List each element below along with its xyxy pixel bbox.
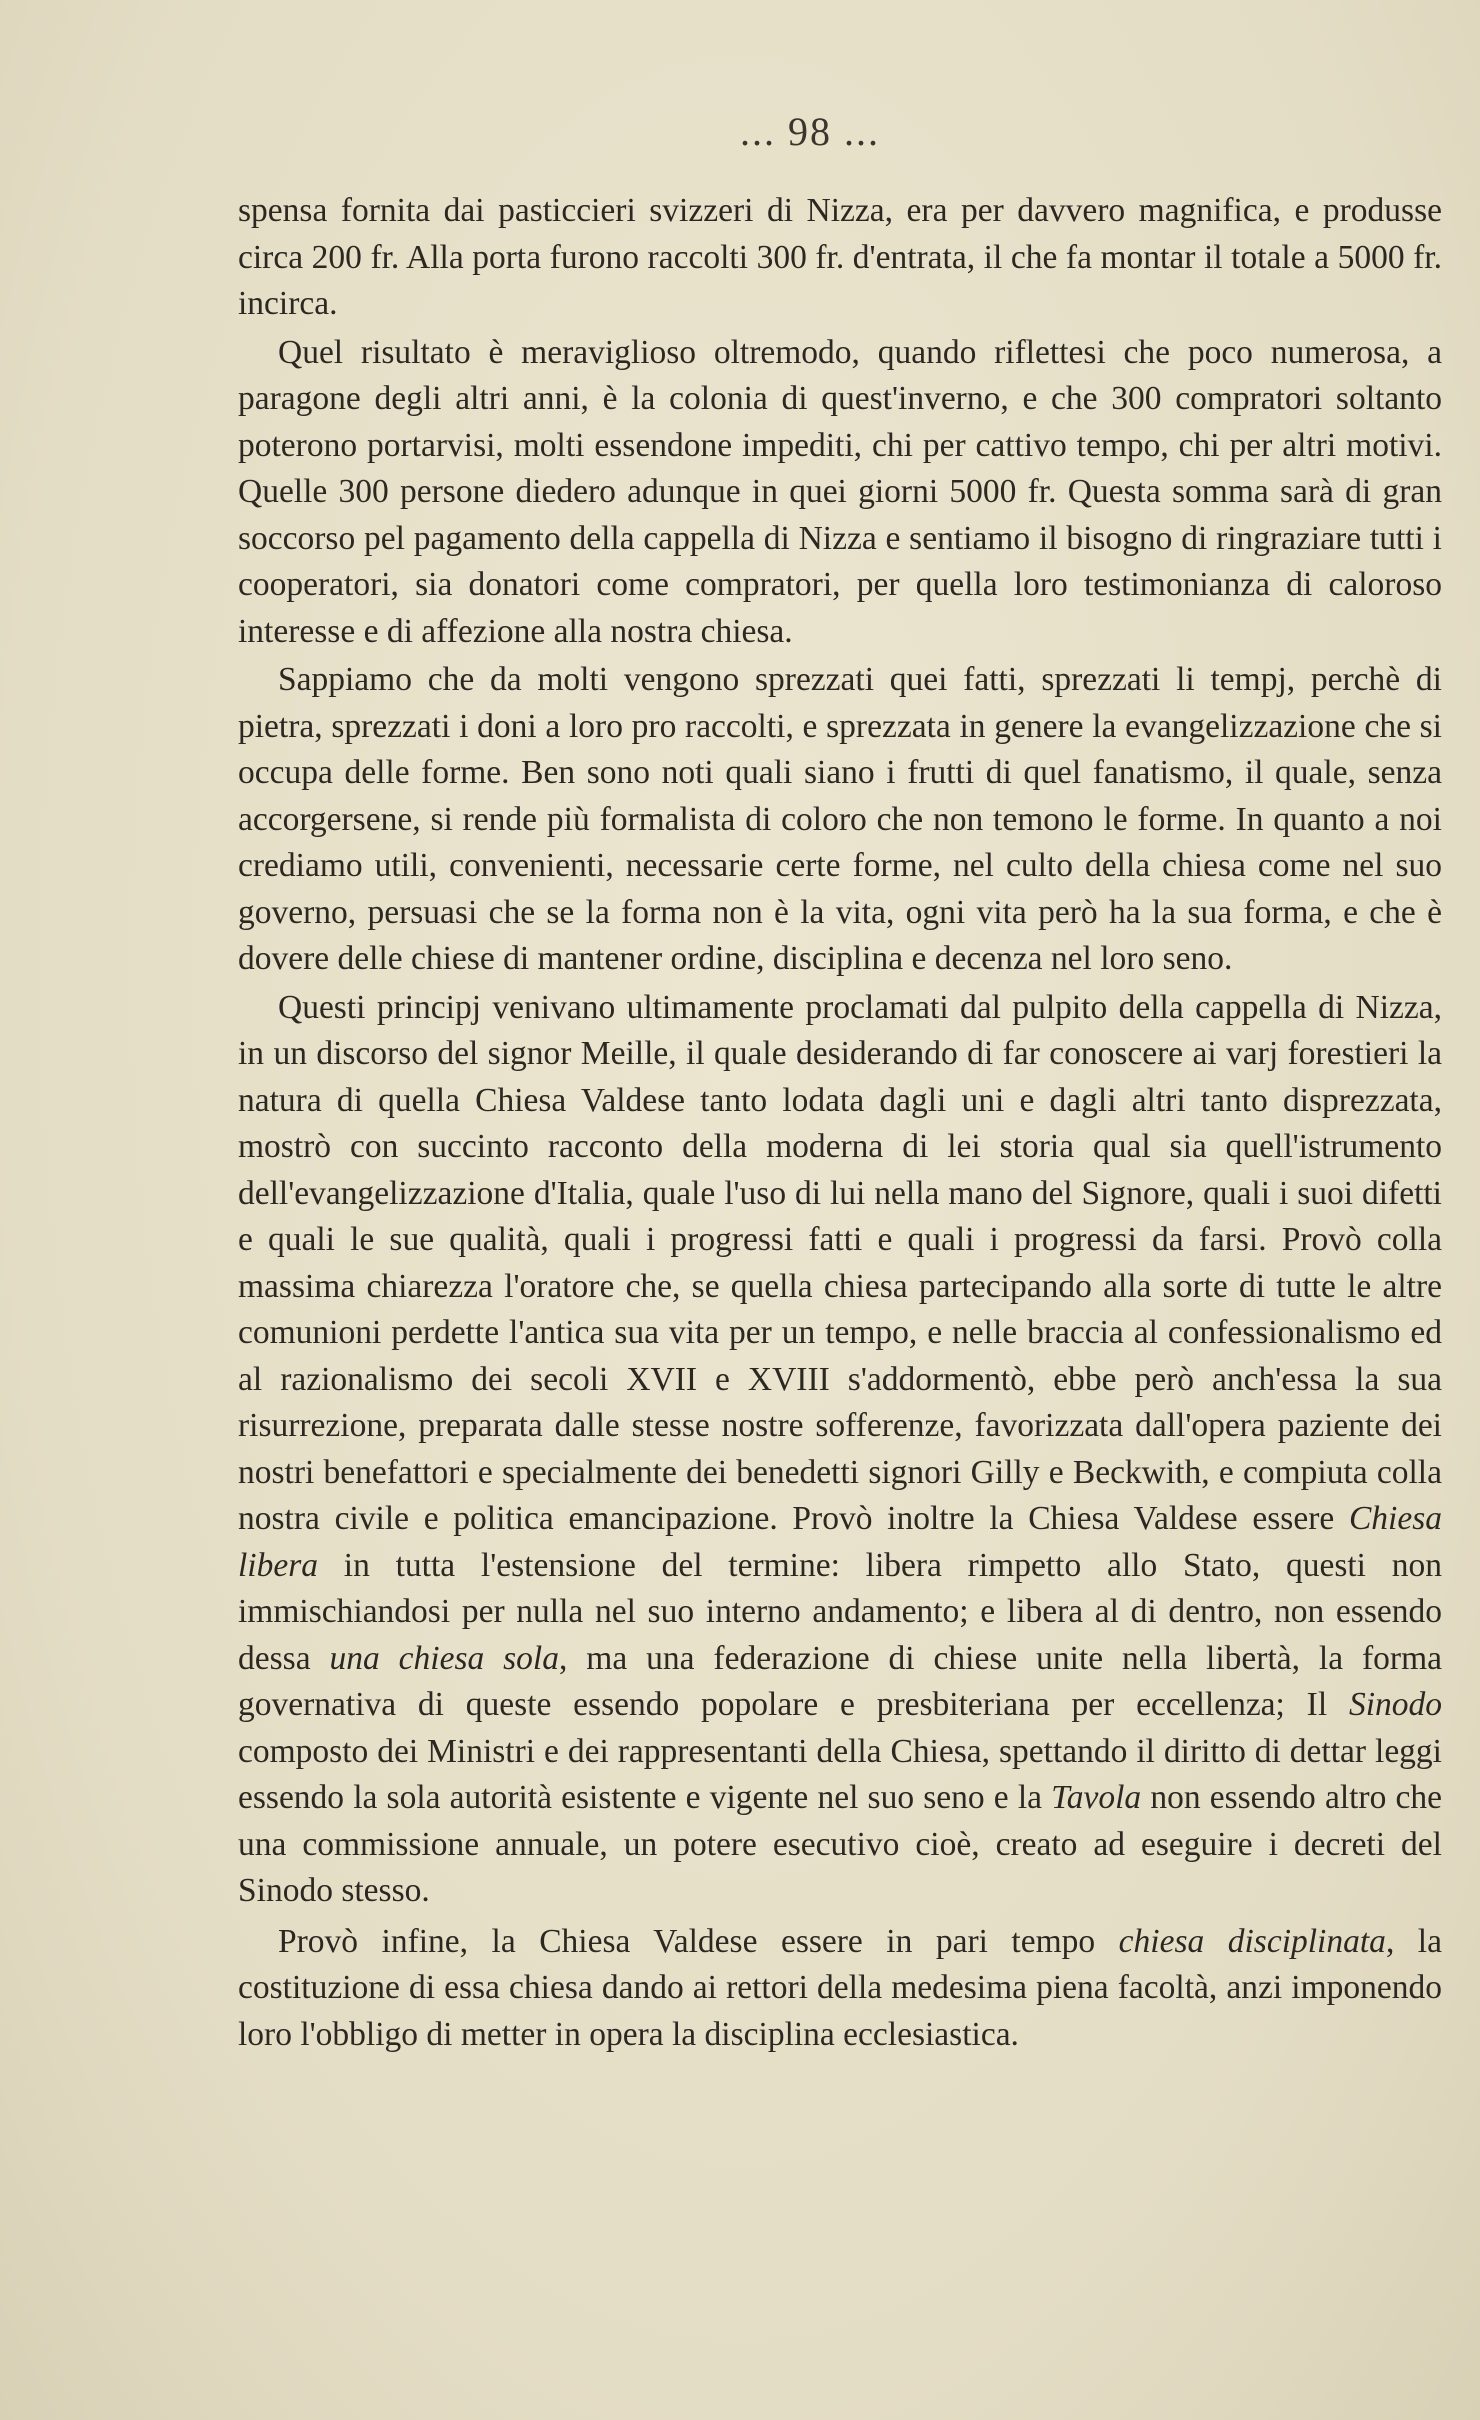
paragraph-2: Quel risultato è meraviglioso oltremodo, quando riflettesi che poco numerosa, a paragone degli altri anni, è la colonia di quest'inverno, e che 300 compratori soltanto poterono portarvisi, molti essendone impediti, chi per cattivo tempo, chi per altri motivi. Quelle 300 persone diedero adunque in quei giorni 5000 fr. Questa somma sarà di gran soccorso pel pagamento della cappella di Nizza e sentiamo il bisogno di ringraziare tutti i cooperatori, sia donatori come compratori, per quella loro testimonianza di caloroso interesse e di affezione alla nostra chiesa. xyxy=(238,333,1442,650)
paragraph-3: Sappiamo che da molti vengono sprezzati quei fatti, sprezzati li tempj, perchè di pietra, sprezzati i doni a loro pro raccolti, e sprezzata in genere la evangelizzazione che si occupa delle forme. Ben sono noti quali siano i frutti di quel fanatismo, il quale, senza accorgersene, si rende più formalista di coloro che non temono le forme. In quanto a noi crediamo utili, convenienti, necessarie certe forme, nel culto della chiesa come nel suo governo, persuasi che se la forma non è la vita, ogni vita però ha la sua forma, e che è dovere delle chiese di mantener ordine, disciplina e decenza nel loro seno. xyxy=(238,661,1442,977)
italic-sinodo: Sinodo xyxy=(1348,1686,1442,1723)
paragraph-5-part-b: , la costituzione di essa chiesa dando ai rettori della medesima piena facoltà, anzi imponendo loro l'obbligo di metter in opera la disciplina ecclesiastica. xyxy=(238,1922,1442,2053)
paragraph-4 xyxy=(238,985,1442,1915)
paragraph-1: spensa fornita dai pasticcieri svizzeri di Nizza, era per davvero magnifica, e produsse circa 200 fr. Alla porta furono raccolti 300 fr. d'entrata, il che fa montar il totale a 5000 fr. incirca. xyxy=(238,192,1442,322)
paragraph-4-part-a: Questi principj venivano ultimamente proclamati dal pulpito della cappella di Nizza, in un discorso del signor Meille, il quale desiderando di far conoscere ai varj forestieri la natura di quella Chiesa Valdese tanto lodata dagli uni e dagli altri tanto disprezzata, mostrò con succinto racconto della moderna di lei storia qual sia quell'istrumento dell'evangelizzazione d'Italia, quale l'uso di lui nella mano del Signore, quali i suoi difetti e quali le sue qualità, quali i progressi fatti e quali i progressi da farsi. Provò colla massima chiarezza l'oratore che, se quella chiesa partecipando alla sorte di tutte le altre comunioni perdette l'antica sua vita per un tempo, e nelle braccia al confessionalismo ed al razionalismo dei secoli XVII e XVIII s'addormentò, ebbe però anch'essa la sua risurrezione, preparata dalle stesse nostre sofferenze, favorizzata dall'opera paziente dei nostri benefattori e specialmente dei benedetti signori Gilly e Beckwith, e compiuta colla nostra civile e politica emancipazione. Provò inoltre la Chiesa Valdese essere xyxy=(238,988,1442,1537)
paragraph-4-part-c: , ma una federazione di chiese unite nella libertà, la forma governativa di queste essendo popolare e presbiteriana per eccellenza; Il xyxy=(238,1639,1442,1723)
body-text xyxy=(238,188,1442,2060)
italic-una-chiesa-sola: una chiesa sola xyxy=(329,1639,559,1677)
italic-chiesa-libera: Chiesa libera xyxy=(238,1500,1442,1584)
italic-chiesa-disciplinata: chiesa disciplinata xyxy=(1118,1922,1386,1960)
paragraph-5 xyxy=(238,1919,1442,2059)
italic-tavola: Tavola xyxy=(1051,1779,1142,1816)
paragraph-5-part-a: Provò infine, la Chiesa Valdese essere in pari tempo xyxy=(278,1922,1119,1960)
paragraph-4-part-b: in tutta l'estensione del termine: libera rimpetto allo Stato, questi non immischiandosi per nulla nel suo interno andamento; e libera al di dentro, non essendo dessa xyxy=(238,1546,1442,1677)
page-number: ... 98 ... xyxy=(740,109,880,154)
paragraph-4-part-d: composto dei Ministri e dei rappresentanti della Chiesa, spettando il diritto di dettar leggi essendo la sola autorità esistente e vigente nel suo seno e la xyxy=(238,1732,1442,1816)
paragraph-4-part-e: non essendo altro che una commissione annuale, un potere esecutivo cioè, creato ad eseguire i decreti del Sinodo stesso. xyxy=(238,1779,1442,1909)
